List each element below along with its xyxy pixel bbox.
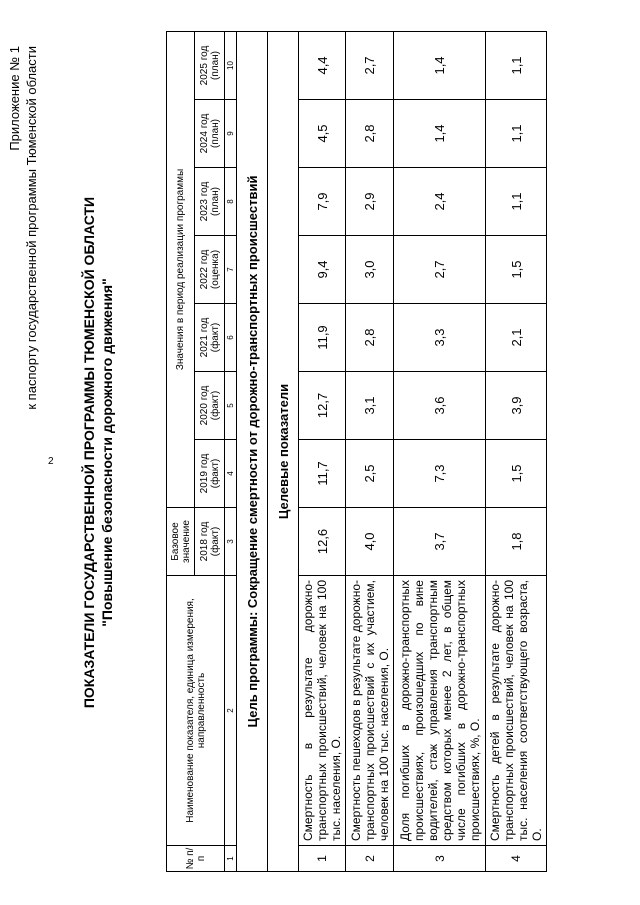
indicator-name: Смертность пешеходов в результате дорожно-транспортных происшествий с их участием, человек на 100 тыс. населения, О. xyxy=(346,576,394,846)
indicator-value: 2,9 xyxy=(346,168,394,236)
column-number: 1 xyxy=(225,846,237,872)
indicator-value: 1,1 xyxy=(486,100,547,168)
indicator-value: 3,9 xyxy=(486,372,547,440)
page-number: 2 xyxy=(48,456,54,467)
annex-reference: к паспорту государственной программы Тюменской области xyxy=(24,46,39,410)
column-number: 3 xyxy=(225,508,237,576)
indicator-name: Смертность в результате дорожно-транспортных происшествий, человек на 100 тыс. населения, О. xyxy=(299,576,346,846)
indicator-value: 1,1 xyxy=(486,31,547,99)
indicator-value: 3,1 xyxy=(346,372,394,440)
column-number: 6 xyxy=(225,304,237,372)
indicator-value: 12,7 xyxy=(299,372,346,440)
header-year: 2022 год (оценка) xyxy=(195,236,225,304)
indicator-value: 1,8 xyxy=(486,508,547,576)
indicator-value: 1,5 xyxy=(486,440,547,508)
indicators-table xyxy=(166,31,547,872)
indicator-value: 2,7 xyxy=(394,236,486,304)
column-number: 7 xyxy=(225,236,237,304)
column-number: 2 xyxy=(225,576,237,846)
table-row xyxy=(486,31,547,871)
indicator-value: 1,1 xyxy=(486,168,547,236)
indicator-value: 4,5 xyxy=(299,100,346,168)
indicator-value: 2,7 xyxy=(346,31,394,99)
header-base: Базовое значение xyxy=(167,508,195,576)
document-title xyxy=(80,0,116,905)
row-number: 1 xyxy=(299,846,346,872)
indicator-value: 2,5 xyxy=(346,440,394,508)
indicator-value: 3,0 xyxy=(346,236,394,304)
indicator-value: 11,7 xyxy=(299,440,346,508)
title-program: "Повышение безопасности дорожного движения" xyxy=(99,278,115,627)
table-row xyxy=(299,31,346,871)
indicator-value: 3,7 xyxy=(394,508,486,576)
program-goal: Цель программы: Сокращение смертности от дорожно-транспортных происшествий xyxy=(237,31,268,871)
indicator-value: 1,4 xyxy=(394,31,486,99)
indicator-value: 9,4 xyxy=(299,236,346,304)
indicator-value: 1,5 xyxy=(486,236,547,304)
column-number: 4 xyxy=(225,440,237,508)
header-num: № п/п xyxy=(167,846,225,872)
row-number: 4 xyxy=(486,846,547,872)
indicator-name: Доля погибших в дорожно-транспортных происшествиях, произошедших по вине водителей, стаж управления транспортным средством которых менее 2 лет, в общем числе погибших в дорожно-транспортных происшествиях, %, О. xyxy=(394,576,486,846)
header-year: 2021 год (факт) xyxy=(195,304,225,372)
header-year: 2019 год (факт) xyxy=(195,440,225,508)
table-row xyxy=(346,31,394,871)
indicator-value: 7,9 xyxy=(299,168,346,236)
column-number: 10 xyxy=(225,31,237,99)
row-number: 2 xyxy=(346,846,394,872)
annex-header xyxy=(6,46,40,410)
header-name: Наименование показателя, единица измерения, направленность xyxy=(167,576,225,846)
annex-number: Приложение № 1 xyxy=(7,46,22,151)
indicator-value: 1,4 xyxy=(394,100,486,168)
indicator-value: 11,9 xyxy=(299,304,346,372)
header-year: 2024 год (план) xyxy=(195,100,225,168)
header-year: 2020 год (факт) xyxy=(195,372,225,440)
header-year: 2018 год (факт) xyxy=(195,508,225,576)
indicator-value: 2,4 xyxy=(394,168,486,236)
row-number: 3 xyxy=(394,846,486,872)
header-year: 2025 год (план) xyxy=(195,31,225,99)
indicator-value: 3,6 xyxy=(394,372,486,440)
indicator-value: 2,1 xyxy=(486,304,547,372)
column-number: 8 xyxy=(225,168,237,236)
table-row xyxy=(394,31,486,871)
indicator-value: 2,8 xyxy=(346,100,394,168)
indicator-value: 7,3 xyxy=(394,440,486,508)
title-main: ПОКАЗАТЕЛИ ГОСУДАРСТВЕННОЙ ПРОГРАММЫ ТЮМЕНСКОЙ ОБЛАСТИ xyxy=(81,196,97,709)
indicator-value: 3,3 xyxy=(394,304,486,372)
header-period: Значения в период реализации программы xyxy=(167,31,195,507)
column-number: 5 xyxy=(225,372,237,440)
indicator-value: 4,0 xyxy=(346,508,394,576)
column-number: 9 xyxy=(225,100,237,168)
indicator-value: 12,6 xyxy=(299,508,346,576)
indicator-value: 2,8 xyxy=(346,304,394,372)
indicator-value: 4,4 xyxy=(299,31,346,99)
indicator-name: Смертность детей в результате дорожно-транспортных происшествий, человек на 100 тыс. населения соответствующего возраста, О. xyxy=(486,576,547,846)
section-title: Целевые показатели xyxy=(268,31,299,871)
header-year: 2023 год (план) xyxy=(195,168,225,236)
